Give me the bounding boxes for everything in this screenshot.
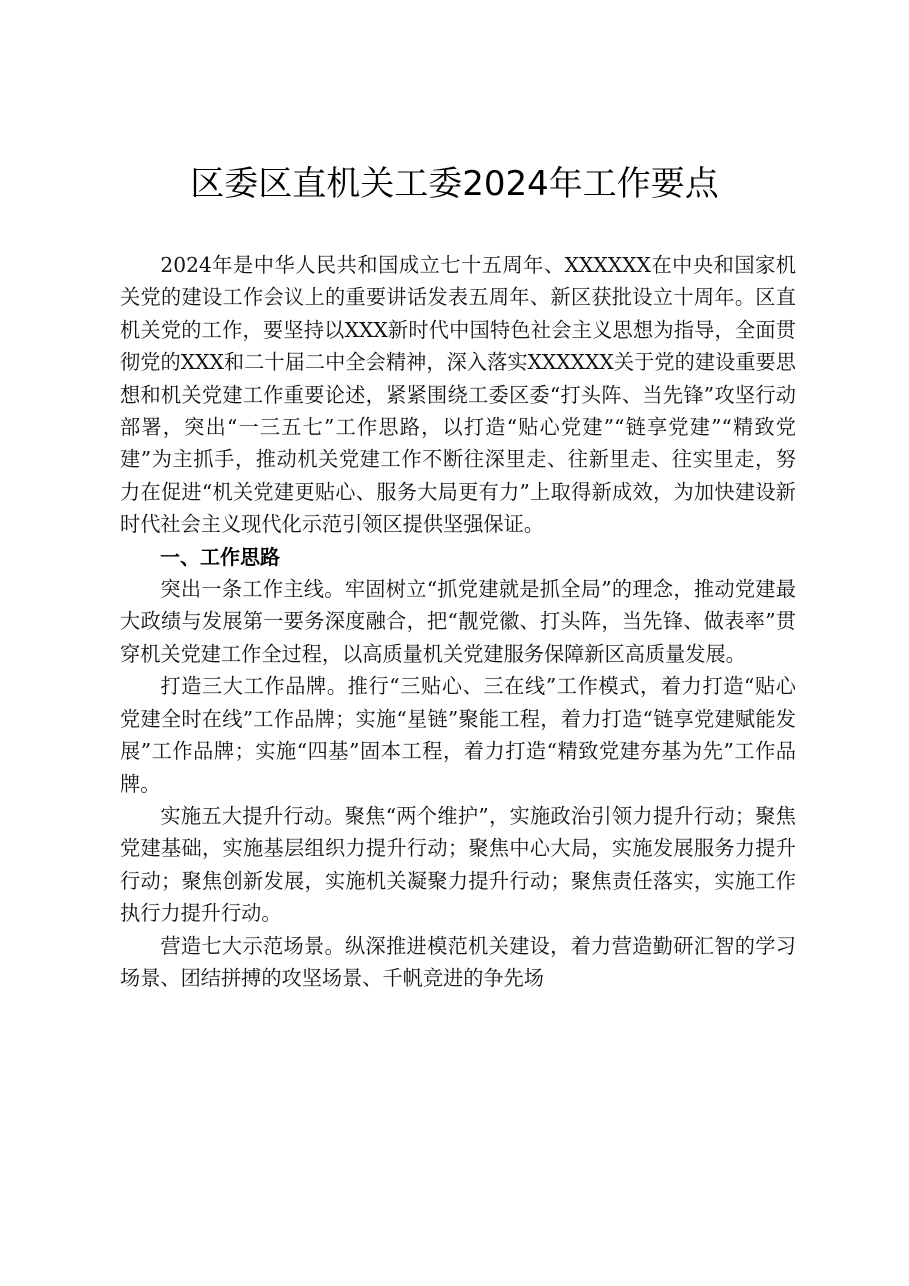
document-body [120,249,796,994]
paragraph-seven-scenes: 营造七大示范场景。纵深推进模范机关建设，着力营造勤研汇智的学习场景、团结拼搏的攻坚场景、千帆竞进的争先场 [120,933,796,990]
paragraph-main-line: 突出一条工作主线。牢固树立“抓党建就是抓全局”的理念，推动党建最大政绩与发展第一要务深度融合，把“靓党徽、打头阵，当先锋、做表率”贯穿机关党建工作全过程，以高质量机关党建服务保障新区高质量发展。 [120,577,796,666]
paragraph-five-actions: 实施五大提升行动。聚焦“两个维护”，实施政治引领力提升行动；聚焦党建基础，实施基层组织力提升行动；聚焦中心大局，实施发展服务力提升行动；聚焦创新发展，实施机关凝聚力提升行动；聚焦责任落实，实施工作执行力提升行动。 [120,803,796,926]
document-title: 区委区直机关工委2024年工作要点 [190,164,719,204]
section-heading-work-ideas: 一、工作思路 [160,544,280,569]
intro-paragraph: 2024年是中华人民共和国成立七十五周年、XXXXXX在中央和国家机关党的建设工作会议上的重要讲话发表五周年、新区获批设立十周年。区直机关党的工作，要坚持以XXX新时代中国特色社会主义思想为指导，全面贯彻党的XXX和二十届二中全会精神，深入落实XXXXXX关于党的建设重要思想和机关党建工作重要论述，紧紧围绕工委区委“打头阵、当先锋”攻坚行动部署，突出“一三五七”工作思路，以打造“贴心党建”“链享党建”“精致党建”为主抓手，推动机关党建工作不断往深里走、往新里走、往实里走，努力在促进“机关党建更贴心、服务大局更有力”上取得新成效，为加快建设新时代社会主义现代化示范引领区提供坚强保证。 [120,253,796,537]
paragraph-three-brands: 打造三大工作品牌。推行“三贴心、三在线”工作模式，着力打造“贴心党建全时在线”工作品牌；实施“星链”聚能工程，着力打造“链享党建赋能发展”工作品牌；实施“四基”固本工程，着力打造“精致党建夯基为先”工作品牌。 [120,674,796,796]
